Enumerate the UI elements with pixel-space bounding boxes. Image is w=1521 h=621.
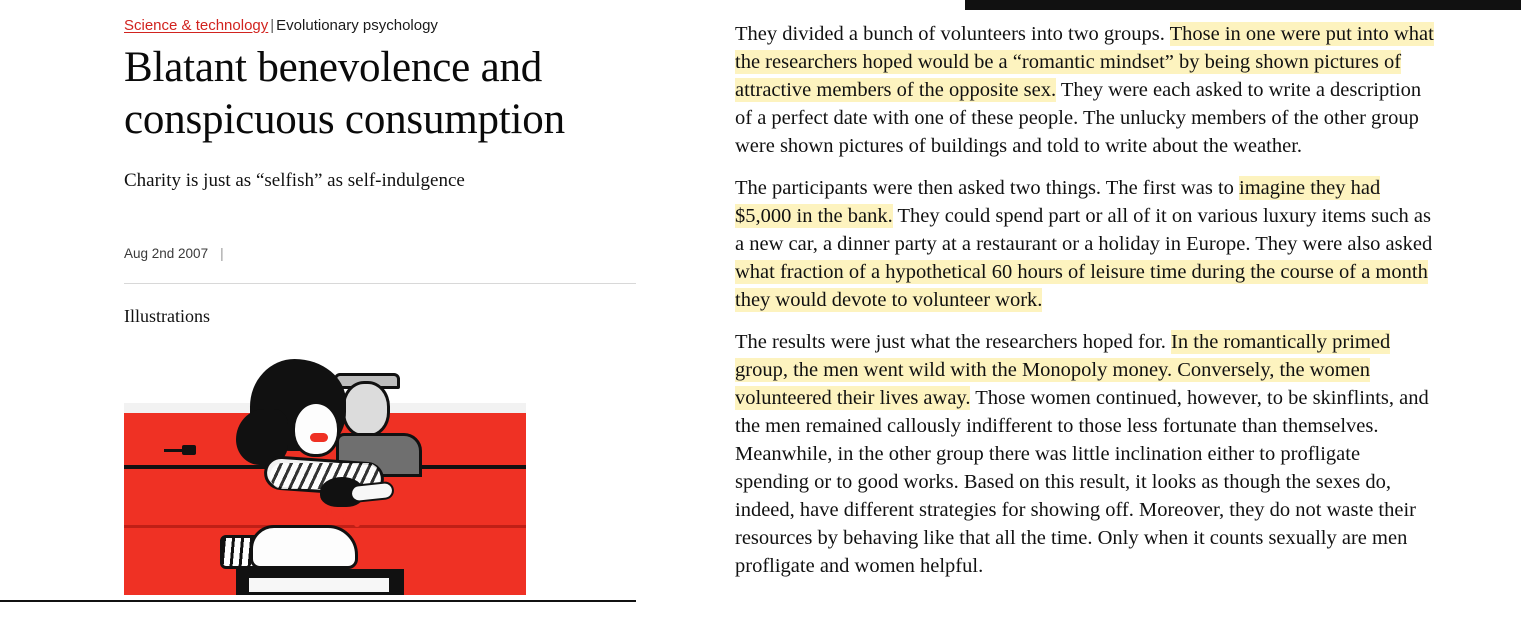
breadcrumb-topic: Evolutionary psychology: [276, 17, 438, 34]
woman-lips-decor: [310, 433, 328, 442]
breadcrumb-section-link[interactable]: Science & technology: [124, 17, 269, 34]
body-text-run: Those women continued, however, to be skinflints, and the men remained callously indifferent to those less fortunate than themselves. Meanwhile, in the other group there was little inclination either to profligate spending or to good works. Based on this result, it looks as though the sexes do, indeed, have different strategies for showing off. Moreover, they do not waste their resources by behaving like that all the time. Only when it counts sexually are men profligate and women helpful.: [735, 387, 1429, 577]
body-paragraph: [735, 20, 1435, 160]
body-text-run: They divided a bunch of volunteers into two groups.: [735, 23, 1170, 45]
highlighted-text[interactable]: Those in one were put into what the researchers hoped would be a “romantic mindset” by being shown pictures of attractive members of the opposite sex.: [735, 23, 1434, 101]
highlighted-text[interactable]: In the romantically primed group, the men went wild with the Monopoly money. Conversely, the women volunteered their lives away.: [735, 331, 1391, 409]
collection-box-decor: [246, 575, 392, 595]
byline-divider: |: [220, 246, 224, 261]
body-text-run: They could spend part or all of it on various luxury items such as a new car, a dinner party at a restaurant or a holiday in Europe. They were also asked: [735, 205, 1433, 255]
top-black-bar: [965, 0, 1521, 10]
highlighted-text[interactable]: imagine they had $5,000 in the bank.: [735, 177, 1381, 227]
breadcrumb: [124, 16, 700, 36]
beggar-hand-decor: [250, 525, 358, 569]
article-body-text: [735, 20, 1435, 594]
woman-face-decor: [292, 401, 340, 457]
header-divider: [124, 283, 636, 284]
car-mirror-decor: [182, 445, 196, 455]
illustrations-label: Illustrations: [124, 306, 210, 326]
man-head-decor: [342, 381, 390, 437]
body-text-run: The results were just what the researchers hoped for.: [735, 331, 1172, 353]
date-text: Aug 2nd 2007: [124, 246, 209, 261]
highlighted-text[interactable]: what fraction of a hypothetical 60 hours of leisure time during the course of a month they would devote to volunteer work.: [735, 261, 1428, 311]
body-paragraph: [735, 328, 1435, 580]
article-body-column: [735, 0, 1445, 621]
footer-rule: [0, 600, 636, 602]
body-text-run: They were each asked to write a description of a perfect date with one of these people. The unlucky members of the other group were shown pictures of buildings and told to write about the weather.: [735, 79, 1422, 157]
page-title: Blatant benevolence and conspicuous consumption: [124, 44, 565, 143]
article-subheadline: Charity is just as “selfish” as self-indulgence: [124, 170, 465, 191]
car-mirror-arm-decor: [164, 449, 184, 452]
article-date: [124, 246, 700, 261]
body-text-run: The participants were then asked two things. The first was to: [735, 177, 1240, 199]
article-header-column: [0, 0, 700, 621]
article-illustration: [124, 355, 526, 595]
body-paragraph: [735, 174, 1435, 314]
breadcrumb-separator: |: [270, 17, 275, 34]
